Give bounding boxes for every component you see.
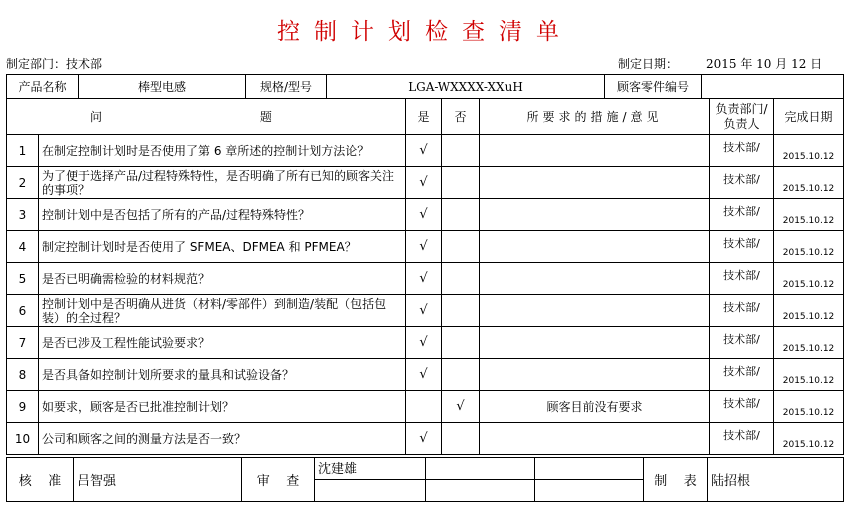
row-number: 1 — [7, 135, 39, 167]
row-number: 2 — [7, 167, 39, 199]
responsible-dept: 技术部/ — [710, 295, 774, 327]
table-row — [7, 391, 844, 423]
comment-text — [480, 135, 710, 167]
question-text: 为了便于选择产品/过程特殊特性，是否明确了所有已知的顾客关注的事项？ — [39, 167, 406, 199]
comment-text — [480, 423, 710, 455]
table-row — [7, 263, 844, 295]
no-mark — [442, 231, 480, 263]
responsible-dept: 技术部/ — [710, 359, 774, 391]
comment-text — [480, 231, 710, 263]
responsible-dept: 技术部/ — [710, 199, 774, 231]
date-value: 2015 年 10 月 12 日 — [706, 57, 823, 71]
due-date-header: 完成日期 — [774, 99, 844, 135]
table-row — [7, 295, 844, 327]
question-text: 公司和顾客之间的测量方法是否一致？ — [39, 423, 406, 455]
table-row — [7, 327, 844, 359]
due-date: 2015.10.12 — [774, 263, 844, 295]
yes-mark: √ — [406, 231, 442, 263]
due-date: 2015.10.12 — [774, 199, 844, 231]
row-number: 4 — [7, 231, 39, 263]
comment-text — [480, 295, 710, 327]
question-text: 是否已明确需检验的材料规范？ — [39, 263, 406, 295]
yes-mark: √ — [406, 135, 442, 167]
no-mark — [442, 135, 480, 167]
due-date: 2015.10.12 — [774, 231, 844, 263]
question-header: 问 题 — [7, 99, 406, 135]
responsible-dept: 技术部/ — [710, 263, 774, 295]
comment-text — [480, 199, 710, 231]
row-number: 5 — [7, 263, 39, 295]
blank-cell — [426, 458, 535, 480]
prepare-label: 制 表 — [644, 458, 708, 502]
no-header: 否 — [442, 99, 480, 135]
product-info-table — [6, 74, 844, 99]
question-text: 是否具备如控制计划所要求的量具和试验设备？ — [39, 359, 406, 391]
blank-cell — [535, 458, 644, 480]
yes-mark — [406, 391, 442, 423]
no-mark — [442, 263, 480, 295]
responsible-dept: 技术部/ — [710, 135, 774, 167]
dept-label: 制定部门：技术部 — [6, 57, 103, 71]
date-label: 制定日期： — [618, 57, 679, 71]
due-date: 2015.10.12 — [774, 423, 844, 455]
due-date: 2015.10.12 — [774, 327, 844, 359]
yes-mark: √ — [406, 263, 442, 295]
row-number: 9 — [7, 391, 39, 423]
row-number: 10 — [7, 423, 39, 455]
row-number: 3 — [7, 199, 39, 231]
measures-header: 所要求的措施/意见 — [480, 99, 710, 135]
no-mark — [442, 359, 480, 391]
table-row — [7, 423, 844, 455]
row-number: 8 — [7, 359, 39, 391]
responsible-dept: 技术部/ — [710, 231, 774, 263]
approve-label: 核 准 — [7, 458, 74, 502]
page-title: 控制计划检查清单 — [277, 19, 573, 45]
question-text: 控制计划中是否明确从进货（材料/零部件）到制造/装配（包括包装）的全过程？ — [39, 295, 406, 327]
spec-value: LGA-WXXXX-XXuH — [327, 75, 605, 99]
review-label: 审 查 — [242, 458, 315, 502]
due-date: 2015.10.12 — [774, 295, 844, 327]
customer-part-label: 顾客零件编号 — [605, 75, 702, 99]
comment-text — [480, 359, 710, 391]
row-number: 6 — [7, 295, 39, 327]
product-name-label: 产品名称 — [7, 75, 79, 99]
due-date: 2015.10.12 — [774, 167, 844, 199]
signature-table — [6, 457, 844, 502]
table-row — [7, 167, 844, 199]
yes-mark: √ — [406, 295, 442, 327]
no-mark — [442, 199, 480, 231]
table-row — [7, 199, 844, 231]
customer-part-value — [702, 75, 844, 99]
approve-name: 吕智强 — [74, 458, 242, 502]
yes-mark: √ — [406, 359, 442, 391]
blank-cell — [426, 480, 535, 502]
due-date: 2015.10.12 — [774, 135, 844, 167]
blank-cell — [535, 480, 644, 502]
due-date: 2015.10.12 — [774, 391, 844, 423]
responsible-dept: 技术部/ — [710, 327, 774, 359]
spec-label: 规格/型号 — [246, 75, 327, 99]
table-row — [7, 359, 844, 391]
comment-text — [480, 263, 710, 295]
review-name: 沈建雄 — [315, 458, 426, 480]
question-text: 在制定控制计划时是否使用了第 6 章所述的控制计划方法论？ — [39, 135, 406, 167]
blank-cell — [315, 480, 426, 502]
question-text: 是否已涉及工程性能试验要求？ — [39, 327, 406, 359]
checklist-header-row — [7, 99, 844, 135]
no-mark: √ — [442, 391, 480, 423]
due-date: 2015.10.12 — [774, 359, 844, 391]
comment-text — [480, 167, 710, 199]
no-mark — [442, 423, 480, 455]
table-row — [7, 135, 844, 167]
yes-mark: √ — [406, 199, 442, 231]
question-text: 控制计划中是否包括了所有的产品/过程特殊特性？ — [39, 199, 406, 231]
no-mark — [442, 167, 480, 199]
comment-text: 顾客目前没有要求 — [480, 391, 710, 423]
question-text: 如要求，顾客是否已批准控制计划？ — [39, 391, 406, 423]
prepare-name: 陆招根 — [708, 458, 844, 502]
row-number: 7 — [7, 327, 39, 359]
yes-mark: √ — [406, 423, 442, 455]
product-name-value: 棒型电感 — [79, 75, 246, 99]
responsible-dept: 技术部/ — [710, 391, 774, 423]
responsible-dept: 技术部/ — [710, 167, 774, 199]
yes-header: 是 — [406, 99, 442, 135]
no-mark — [442, 295, 480, 327]
responsible-dept: 技术部/ — [710, 423, 774, 455]
checklist-table — [6, 98, 844, 455]
no-mark — [442, 327, 480, 359]
comment-text — [480, 327, 710, 359]
table-row — [7, 231, 844, 263]
responsible-header: 负责部门/ 负责人 — [710, 99, 774, 135]
yes-mark: √ — [406, 167, 442, 199]
question-text: 制定控制计划时是否使用了 SFMEA、DFMEA 和 PFMEA？ — [39, 231, 406, 263]
yes-mark: √ — [406, 327, 442, 359]
